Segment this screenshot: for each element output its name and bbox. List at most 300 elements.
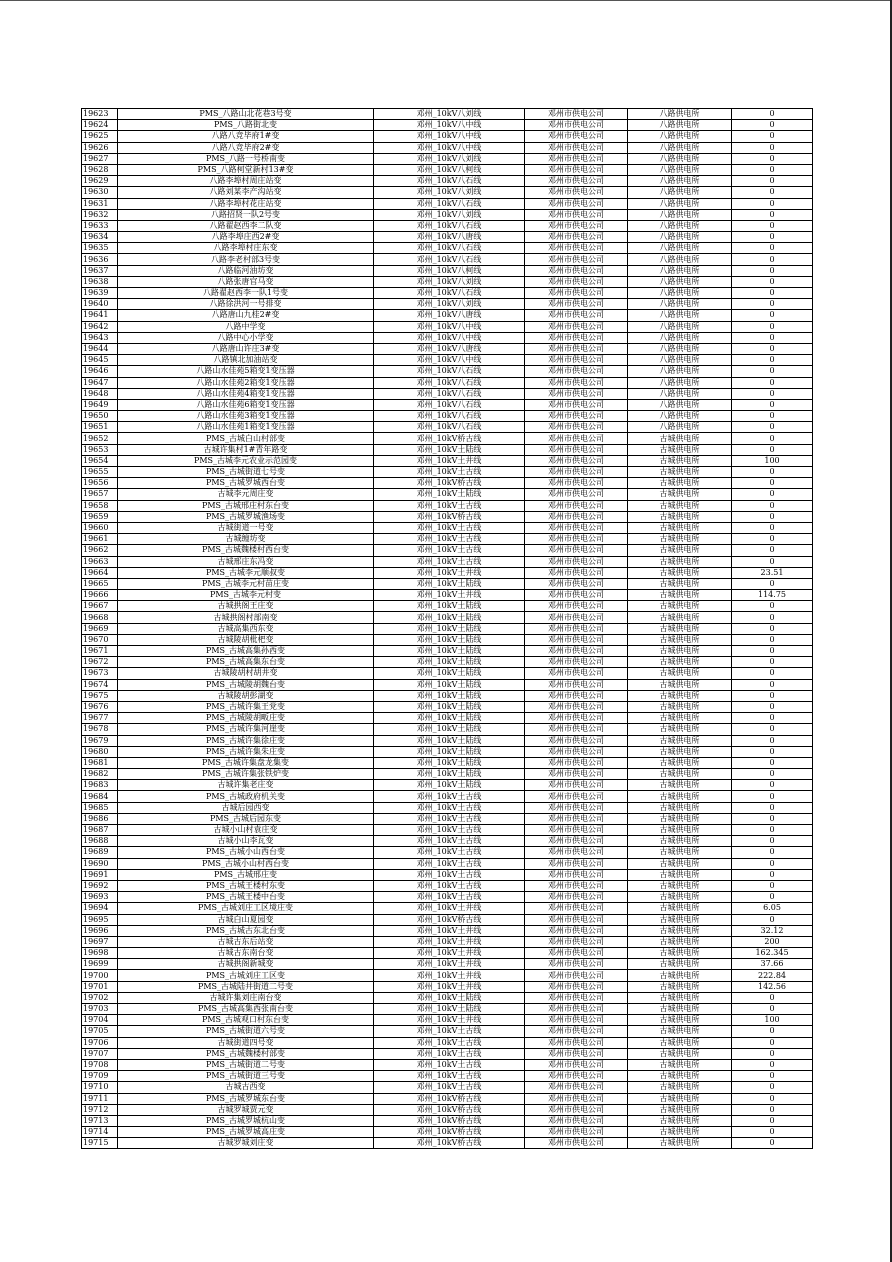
station-name-cell: 八路中心小学变 (118, 332, 374, 343)
company-cell: 邓州市供电公司 (525, 209, 628, 220)
row-id-cell: 19670 (82, 634, 118, 645)
feeder-line-cell: 邓州_10kV八石线 (374, 366, 525, 377)
feeder-line-cell: 邓州_10kV桥古线 (374, 1104, 525, 1115)
company-cell: 邓州市供电公司 (525, 377, 628, 388)
station-name-cell: PMS_古城街道七号变 (118, 467, 374, 478)
company-cell: 邓州市供电公司 (525, 578, 628, 589)
supply-office-cell: 古城供电所 (628, 489, 732, 500)
row-id-cell: 19710 (82, 1082, 118, 1093)
value-cell: 0 (732, 388, 813, 399)
row-id-cell: 19636 (82, 254, 118, 265)
table-row (82, 142, 813, 153)
row-id-cell: 19639 (82, 288, 118, 299)
table-row (82, 120, 813, 131)
station-name-cell: 八路徐洪河一号排变 (118, 299, 374, 310)
row-id-cell: 19626 (82, 142, 118, 153)
supply-office-cell: 古城供电所 (628, 713, 732, 724)
feeder-line-cell: 邓州_10kV土古线 (374, 847, 525, 858)
company-cell: 邓州市供电公司 (525, 936, 628, 947)
row-id-cell: 19623 (82, 109, 118, 120)
feeder-line-cell: 邓州_10kV土古线 (374, 1082, 525, 1093)
table-row (82, 757, 813, 768)
table-row (82, 355, 813, 366)
station-name-cell: PMS_古城邢庄变 (118, 869, 374, 880)
company-cell: 邓州市供电公司 (525, 388, 628, 399)
value-cell: 0 (732, 220, 813, 231)
feeder-line-cell: 邓州_10kV土井线 (374, 948, 525, 959)
table-row (82, 791, 813, 802)
station-name-cell: 八路山水佳苑6箱变1变压器 (118, 399, 374, 410)
value-cell: 23.51 (732, 567, 813, 578)
station-name-cell: PMS_古城罗城东台变 (118, 1093, 374, 1104)
value-cell: 0 (732, 724, 813, 735)
feeder-line-cell: 邓州_10kV桥古线 (374, 1138, 525, 1149)
company-cell: 邓州市供电公司 (525, 668, 628, 679)
feeder-line-cell: 邓州_10kV八唐线 (374, 343, 525, 354)
feeder-line-cell: 邓州_10kV八石线 (374, 399, 525, 410)
feeder-line-cell: 邓州_10kV土井线 (374, 1015, 525, 1026)
supply-office-cell: 八路供电所 (628, 332, 732, 343)
station-name-cell: 古城罗城贾元变 (118, 1104, 374, 1115)
row-id-cell: 19661 (82, 534, 118, 545)
feeder-line-cell: 邓州_10kV八柯线 (374, 164, 525, 175)
feeder-line-cell: 邓州_10kV桥古线 (374, 1093, 525, 1104)
feeder-line-cell: 邓州_10kV土陆线 (374, 724, 525, 735)
feeder-line-cell: 邓州_10kV土古线 (374, 1037, 525, 1048)
table-row (82, 925, 813, 936)
value-cell: 0 (732, 422, 813, 433)
supply-office-cell: 古城供电所 (628, 992, 732, 1003)
supply-office-cell: 古城供电所 (628, 981, 732, 992)
row-id-cell: 19692 (82, 880, 118, 891)
value-cell: 0 (732, 735, 813, 746)
feeder-line-cell: 邓州_10kV土陆线 (374, 601, 525, 612)
feeder-line-cell: 邓州_10kV八石线 (374, 243, 525, 254)
station-name-cell: PMS_古城罗城高庄变 (118, 1127, 374, 1138)
value-cell: 37.66 (732, 959, 813, 970)
station-name-cell: PMS_古城高集孙西变 (118, 646, 374, 657)
value-cell: 0 (732, 612, 813, 623)
table-row (82, 366, 813, 377)
value-cell: 0 (732, 164, 813, 175)
table-row (82, 578, 813, 589)
row-id-cell: 19640 (82, 299, 118, 310)
station-name-cell: 八路唐山九桂2#变 (118, 310, 374, 321)
feeder-line-cell: 邓州_10kV桥古线 (374, 511, 525, 522)
supply-office-cell: 古城供电所 (628, 735, 732, 746)
company-cell: 邓州市供电公司 (525, 1115, 628, 1126)
supply-office-cell: 八路供电所 (628, 220, 732, 231)
table-row (82, 847, 813, 858)
supply-office-cell: 古城供电所 (628, 836, 732, 847)
company-cell: 邓州市供电公司 (525, 254, 628, 265)
row-id-cell: 19650 (82, 411, 118, 422)
table-row (82, 612, 813, 623)
company-cell: 邓州市供电公司 (525, 634, 628, 645)
station-name-cell: 八路李埠村庄东变 (118, 243, 374, 254)
station-name-cell: PMS_古城街道六号变 (118, 1026, 374, 1037)
value-cell: 0 (732, 1082, 813, 1093)
row-id-cell: 19647 (82, 377, 118, 388)
company-cell: 邓州市供电公司 (525, 657, 628, 668)
company-cell: 邓州市供电公司 (525, 925, 628, 936)
row-id-cell: 19627 (82, 153, 118, 164)
feeder-line-cell: 邓州_10kV土陆线 (374, 646, 525, 657)
feeder-line-cell: 邓州_10kV土井线 (374, 903, 525, 914)
row-id-cell: 19684 (82, 791, 118, 802)
feeder-line-cell: 邓州_10kV土井线 (374, 981, 525, 992)
value-cell: 0 (732, 657, 813, 668)
company-cell: 邓州市供电公司 (525, 1026, 628, 1037)
value-cell: 0 (732, 232, 813, 243)
station-name-cell: PMS_古城陆井街道二号变 (118, 981, 374, 992)
company-cell: 邓州市供电公司 (525, 131, 628, 142)
row-id-cell: 19694 (82, 903, 118, 914)
station-name-cell: 八路翟赵西李一队1号变 (118, 288, 374, 299)
feeder-line-cell: 邓州_10kV土古线 (374, 500, 525, 511)
supply-office-cell: 古城供电所 (628, 1059, 732, 1070)
row-id-cell: 19649 (82, 399, 118, 410)
row-id-cell: 19651 (82, 422, 118, 433)
row-id-cell: 19646 (82, 366, 118, 377)
company-cell: 邓州市供电公司 (525, 276, 628, 287)
company-cell: 邓州市供电公司 (525, 1127, 628, 1138)
company-cell: 邓州市供电公司 (525, 522, 628, 533)
feeder-line-cell: 邓州_10kV土古线 (374, 869, 525, 880)
row-id-cell: 19625 (82, 131, 118, 142)
station-name-cell: PMS_古城王楼中台变 (118, 892, 374, 903)
station-name-cell: 八路山水佳苑1箱变1变压器 (118, 422, 374, 433)
feeder-line-cell: 邓州_10kV土古线 (374, 1071, 525, 1082)
company-cell: 邓州市供电公司 (525, 735, 628, 746)
company-cell: 邓州市供电公司 (525, 489, 628, 500)
value-cell: 0 (732, 321, 813, 332)
table-row (82, 1115, 813, 1126)
station-name-cell: PMS_古城许集盘龙集变 (118, 757, 374, 768)
value-cell: 0 (732, 209, 813, 220)
company-cell: 邓州市供电公司 (525, 802, 628, 813)
feeder-line-cell: 邓州_10kV土陆线 (374, 780, 525, 791)
station-name-cell: 八路山水佳苑2箱变1变压器 (118, 377, 374, 388)
table-row (82, 1071, 813, 1082)
supply-office-cell: 八路供电所 (628, 153, 732, 164)
table-row (82, 176, 813, 187)
table-row (82, 511, 813, 522)
table-row (82, 522, 813, 533)
station-name-cell: PMS_古城高集东台变 (118, 657, 374, 668)
value-cell: 0 (732, 836, 813, 847)
value-cell: 0 (732, 534, 813, 545)
company-cell: 邓州市供电公司 (525, 646, 628, 657)
supply-office-cell: 古城供电所 (628, 1015, 732, 1026)
value-cell: 0 (732, 276, 813, 287)
row-id-cell: 19629 (82, 176, 118, 187)
feeder-line-cell: 邓州_10kV土古线 (374, 534, 525, 545)
station-name-cell: 古城白山夏园变 (118, 914, 374, 925)
supply-office-cell: 八路供电所 (628, 422, 732, 433)
table-row (82, 455, 813, 466)
company-cell: 邓州市供电公司 (525, 444, 628, 455)
company-cell: 邓州市供电公司 (525, 243, 628, 254)
table-row (82, 153, 813, 164)
company-cell: 邓州市供电公司 (525, 825, 628, 836)
station-name-cell: PMS_八路一号桥南变 (118, 153, 374, 164)
station-name-cell: 古城高集西东变 (118, 623, 374, 634)
company-cell: 邓州市供电公司 (525, 1104, 628, 1115)
station-name-cell: 八路唐山许庄3#变 (118, 343, 374, 354)
value-cell: 0 (732, 802, 813, 813)
feeder-line-cell: 邓州_10kV八刘线 (374, 109, 525, 120)
value-cell: 0 (732, 701, 813, 712)
feeder-line-cell: 邓州_10kV土古线 (374, 880, 525, 891)
table-row (82, 489, 813, 500)
table-row (82, 444, 813, 455)
table-row (82, 243, 813, 254)
value-cell: 0 (732, 757, 813, 768)
table-row (82, 220, 813, 231)
value-cell: 0 (732, 634, 813, 645)
row-id-cell: 19652 (82, 433, 118, 444)
company-cell: 邓州市供电公司 (525, 1138, 628, 1149)
feeder-line-cell: 邓州_10kV八石线 (374, 254, 525, 265)
value-cell: 0 (732, 847, 813, 858)
value-cell: 0 (732, 746, 813, 757)
value-cell: 0 (732, 858, 813, 869)
row-id-cell: 19671 (82, 646, 118, 657)
company-cell: 邓州市供电公司 (525, 1037, 628, 1048)
company-cell: 邓州市供电公司 (525, 869, 628, 880)
supply-office-cell: 古城供电所 (628, 1104, 732, 1115)
station-name-cell: PMS_古城李元农业示范园变 (118, 455, 374, 466)
station-name-cell: PMS_古城街道二号变 (118, 1059, 374, 1070)
value-cell: 0 (732, 556, 813, 567)
row-id-cell: 19709 (82, 1071, 118, 1082)
table-row (82, 903, 813, 914)
row-id-cell: 19689 (82, 847, 118, 858)
feeder-line-cell: 邓州_10kV八中线 (374, 321, 525, 332)
company-cell: 邓州市供电公司 (525, 757, 628, 768)
station-name-cell: 八路李老村部3号变 (118, 254, 374, 265)
row-id-cell: 19638 (82, 276, 118, 287)
value-cell: 0 (732, 153, 813, 164)
company-cell: 邓州市供电公司 (525, 970, 628, 981)
table-row (82, 858, 813, 869)
company-cell: 邓州市供电公司 (525, 903, 628, 914)
row-id-cell: 19706 (82, 1037, 118, 1048)
station-name-cell: 八路临河油坊变 (118, 265, 374, 276)
table-row (82, 556, 813, 567)
value-cell: 0 (732, 646, 813, 657)
supply-office-cell: 古城供电所 (628, 701, 732, 712)
value-cell: 0 (732, 690, 813, 701)
row-id-cell: 19664 (82, 567, 118, 578)
feeder-line-cell: 邓州_10kV八石线 (374, 388, 525, 399)
value-cell: 0 (732, 1071, 813, 1082)
supply-office-cell: 八路供电所 (628, 343, 732, 354)
company-cell: 邓州市供电公司 (525, 355, 628, 366)
row-id-cell: 19680 (82, 746, 118, 757)
company-cell: 邓州市供电公司 (525, 198, 628, 209)
supply-office-cell: 八路供电所 (628, 120, 732, 131)
table-row (82, 478, 813, 489)
row-id-cell: 19703 (82, 1004, 118, 1015)
feeder-line-cell: 邓州_10kV土陆线 (374, 746, 525, 757)
row-id-cell: 19634 (82, 232, 118, 243)
feeder-line-cell: 邓州_10kV土井线 (374, 936, 525, 947)
table-row (82, 1104, 813, 1115)
feeder-line-cell: 邓州_10kV八石线 (374, 198, 525, 209)
company-cell: 邓州市供电公司 (525, 500, 628, 511)
supply-office-cell: 古城供电所 (628, 892, 732, 903)
value-cell: 0 (732, 914, 813, 925)
value-cell: 0 (732, 254, 813, 265)
feeder-line-cell: 邓州_10kV土陆线 (374, 623, 525, 634)
feeder-line-cell: 邓州_10kV土陆线 (374, 757, 525, 768)
supply-office-cell: 古城供电所 (628, 858, 732, 869)
company-cell: 邓州市供电公司 (525, 590, 628, 601)
value-cell: 0 (732, 467, 813, 478)
row-id-cell: 19630 (82, 187, 118, 198)
company-cell: 邓州市供电公司 (525, 433, 628, 444)
value-cell: 0 (732, 500, 813, 511)
station-name-cell: PMS_古城小山村西台变 (118, 858, 374, 869)
supply-office-cell: 古城供电所 (628, 567, 732, 578)
row-id-cell: 19631 (82, 198, 118, 209)
feeder-line-cell: 邓州_10kV土陆线 (374, 992, 525, 1003)
table-row (82, 534, 813, 545)
feeder-line-cell: 邓州_10kV土古线 (374, 836, 525, 847)
table-row (82, 769, 813, 780)
row-id-cell: 19672 (82, 657, 118, 668)
station-name-cell: PMS_古城古东北台变 (118, 925, 374, 936)
row-id-cell: 19665 (82, 578, 118, 589)
station-name-cell: 八路八竞毕府2#变 (118, 142, 374, 153)
company-cell: 邓州市供电公司 (525, 534, 628, 545)
supply-office-cell: 古城供电所 (628, 1093, 732, 1104)
table-row (82, 411, 813, 422)
table-row (82, 131, 813, 142)
feeder-line-cell: 邓州_10kV八石线 (374, 176, 525, 187)
row-id-cell: 19713 (82, 1115, 118, 1126)
company-cell: 邓州市供电公司 (525, 310, 628, 321)
station-name-cell: 古城许集村1#青年路变 (118, 444, 374, 455)
table-row (82, 343, 813, 354)
value-cell: 0 (732, 1037, 813, 1048)
station-name-cell: 八路张唐官马变 (118, 276, 374, 287)
table-row (82, 1048, 813, 1059)
supply-office-cell: 古城供电所 (628, 1004, 732, 1015)
company-cell: 邓州市供电公司 (525, 187, 628, 198)
value-cell: 0 (732, 601, 813, 612)
supply-office-cell: 八路供电所 (628, 265, 732, 276)
supply-office-cell: 古城供电所 (628, 612, 732, 623)
supply-office-cell: 古城供电所 (628, 467, 732, 478)
table-row (82, 545, 813, 556)
supply-office-cell: 八路供电所 (628, 131, 732, 142)
row-id-cell: 19705 (82, 1026, 118, 1037)
supply-office-cell: 古城供电所 (628, 1071, 732, 1082)
supply-office-cell: 古城供电所 (628, 1138, 732, 1149)
station-name-cell: 古城陵胡枇杷变 (118, 634, 374, 645)
supply-office-cell: 古城供电所 (628, 1037, 732, 1048)
row-id-cell: 19678 (82, 724, 118, 735)
station-name-cell: PMS_古城小山西台变 (118, 847, 374, 858)
table-row (82, 1015, 813, 1026)
company-cell: 邓州市供电公司 (525, 724, 628, 735)
row-id-cell: 19673 (82, 668, 118, 679)
value-cell: 0 (732, 1004, 813, 1015)
station-name-cell: 八路李埠村花庄站变 (118, 198, 374, 209)
row-id-cell: 19656 (82, 478, 118, 489)
station-name-cell: 古城李元周庄变 (118, 489, 374, 500)
value-cell: 162.345 (732, 948, 813, 959)
feeder-line-cell: 邓州_10kV土井线 (374, 925, 525, 936)
feeder-line-cell: 邓州_10kV土古线 (374, 556, 525, 567)
row-id-cell: 19679 (82, 735, 118, 746)
row-id-cell: 19695 (82, 914, 118, 925)
value-cell: 0 (732, 545, 813, 556)
page-top-rule (0, 0, 892, 1)
company-cell: 邓州市供电公司 (525, 142, 628, 153)
feeder-line-cell: 邓州_10kV八中线 (374, 142, 525, 153)
supply-office-cell: 古城供电所 (628, 668, 732, 679)
row-id-cell: 19669 (82, 623, 118, 634)
table-row (82, 567, 813, 578)
table-row (82, 422, 813, 433)
supply-office-cell: 古城供电所 (628, 657, 732, 668)
table-row (82, 1082, 813, 1093)
feeder-line-cell: 邓州_10kV土陆线 (374, 679, 525, 690)
station-name-cell: 古城古西变 (118, 1082, 374, 1093)
supply-office-cell: 古城供电所 (628, 1082, 732, 1093)
value-cell: 0 (732, 578, 813, 589)
supply-office-cell: 古城供电所 (628, 556, 732, 567)
company-cell: 邓州市供电公司 (525, 780, 628, 791)
table-row (82, 981, 813, 992)
value-cell: 0 (732, 310, 813, 321)
feeder-line-cell: 邓州_10kV土井线 (374, 567, 525, 578)
station-name-cell: 古城后园西变 (118, 802, 374, 813)
table-row (82, 892, 813, 903)
feeder-line-cell: 邓州_10kV八刘线 (374, 187, 525, 198)
table-row (82, 657, 813, 668)
supply-office-cell: 古城供电所 (628, 545, 732, 556)
row-id-cell: 19688 (82, 836, 118, 847)
supply-office-cell: 八路供电所 (628, 198, 732, 209)
table-row (82, 746, 813, 757)
row-id-cell: 19666 (82, 590, 118, 601)
supply-office-cell: 古城供电所 (628, 825, 732, 836)
company-cell: 邓州市供电公司 (525, 556, 628, 567)
value-cell: 0 (732, 522, 813, 533)
station-name-cell: PMS_古城刘庄工区境庄变 (118, 903, 374, 914)
feeder-line-cell: 邓州_10kV八刘线 (374, 153, 525, 164)
feeder-line-cell: 邓州_10kV八石线 (374, 288, 525, 299)
value-cell: 100 (732, 1015, 813, 1026)
supply-office-cell: 古城供电所 (628, 679, 732, 690)
table-row (82, 254, 813, 265)
value-cell: 0 (732, 825, 813, 836)
supply-office-cell: 古城供电所 (628, 925, 732, 936)
feeder-line-cell: 邓州_10kV土陆线 (374, 578, 525, 589)
station-name-cell: PMS_古城魏楼村西台变 (118, 545, 374, 556)
supply-office-cell: 八路供电所 (628, 176, 732, 187)
feeder-line-cell: 邓州_10kV八唐线 (374, 310, 525, 321)
feeder-line-cell: 邓州_10kV桥古线 (374, 433, 525, 444)
value-cell: 0 (732, 131, 813, 142)
station-name-cell: PMS_古城罗城杭山变 (118, 1115, 374, 1126)
row-id-cell: 19655 (82, 467, 118, 478)
